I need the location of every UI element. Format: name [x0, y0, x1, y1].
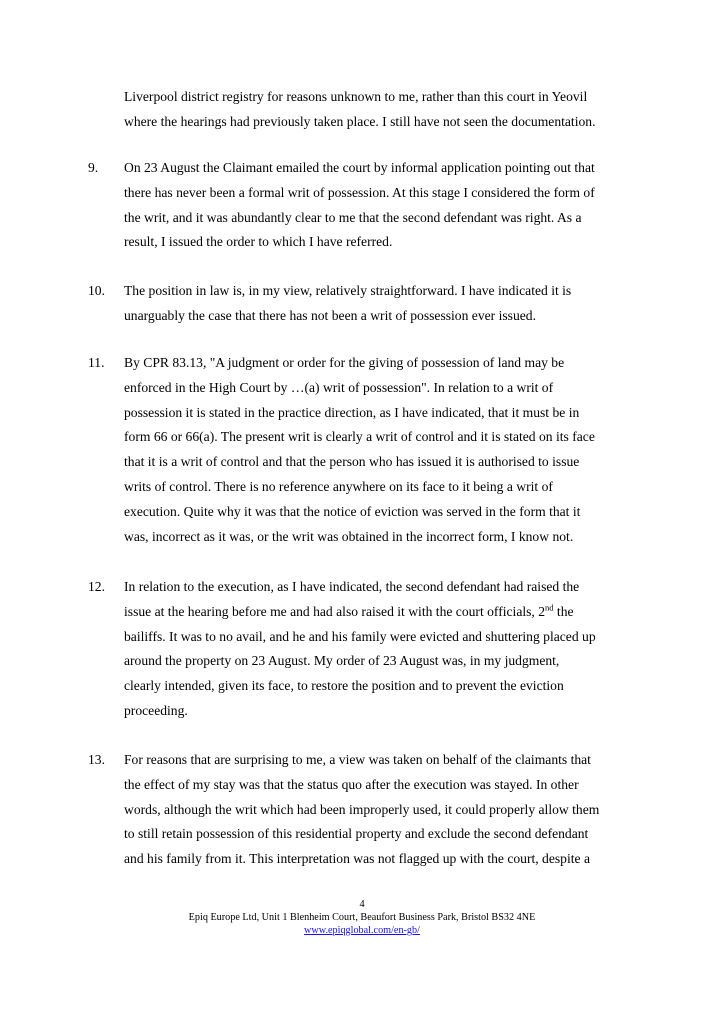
paragraph-number: 9. — [88, 160, 99, 175]
text-line: form 66 or 66(a). The present writ is clearly a writ of control and it is stated on its face — [124, 429, 595, 445]
superscript-ordinal: nd — [545, 602, 554, 613]
text-line: the effect of my stay was that the status quo after the execution was stayed. In other — [124, 776, 579, 792]
text-line: around the property on 23 August. My order of 23 August was, in my judgment, — [124, 653, 560, 669]
text-line: proceeding. — [124, 702, 188, 718]
text-line: bailiffs. It was to no avail, and he and his family were evicted and shuttering placed up — [124, 628, 596, 644]
text-line: the writ, and it was abundantly clear to me that the second defendant was right. As a — [124, 209, 582, 225]
paragraph-text — [124, 575, 644, 724]
paragraph-number: 11. — [88, 355, 105, 370]
text-line: where the hearings had previously taken place. I still have not seen the documentation. — [124, 113, 596, 129]
text-segment: the — [553, 603, 574, 619]
text-line: possession it is stated in the practice direction, as I have indicated, that it must be in — [124, 404, 580, 420]
paragraph-text — [124, 351, 644, 549]
text-line: execution. Quite why it was that the notice of eviction was served in the form that it — [124, 503, 581, 519]
text-line: to still retain possession of this residential property and exclude the second defendant — [124, 826, 589, 842]
footer-website-link[interactable]: www.epiqglobal.com/en-gb/ — [304, 925, 420, 936]
paragraph-text — [124, 279, 644, 329]
paragraph-number: 10. — [88, 283, 105, 298]
text-line: The position in law is, in my view, relatively straightforward. I have indicated it is — [124, 283, 572, 298]
paragraph-text — [124, 156, 644, 255]
text-line: and his family from it. This interpretation was not flagged up with the court, despite a — [124, 851, 590, 867]
text-line: result, I issued the order to which I have referred. — [124, 234, 393, 250]
paragraph-text — [124, 85, 644, 135]
text-segment: issue at the hearing before me and had also raised it with the court officials, 2 — [124, 603, 546, 619]
text-line: writs of control. There is no reference anywhere on its face to it being a writ of — [124, 478, 553, 494]
text-line: there has never been a formal writ of possession. At this stage I considered the form of — [124, 184, 595, 200]
text-line: unarguably the case that there has not been a writ of possession ever issued. — [124, 307, 536, 323]
page-number: 4 — [359, 899, 365, 910]
text-line: In relation to the execution, as I have indicated, the second defendant had raised the — [124, 579, 580, 594]
text-line: For reasons that are surprising to me, a view was taken on behalf of the claimants that — [124, 752, 591, 767]
text-line: By CPR 83.13, "A judgment or order for the giving of possession of land may be — [124, 355, 565, 370]
text-line-with-superscript — [124, 600, 644, 625]
text-line: Liverpool district registry for reasons unknown to me, rather than this court in Yeovil — [124, 89, 588, 104]
text-line: words, although the writ which had been improperly used, it could properly allow them — [124, 801, 600, 817]
text-line: enforced in the High Court by …(a) writ of possession". In relation to a writ of — [124, 379, 554, 395]
text-line: On 23 August the Claimant emailed the court by informal application pointing out that — [124, 160, 595, 175]
text-line: was, incorrect as it was, or the writ was obtained in the incorrect form, I know not. — [124, 528, 574, 544]
text-line: that it is a writ of control and that the person who has issued it is authorised to issue — [124, 454, 580, 470]
paragraph-text — [124, 748, 644, 872]
paragraph-number: 12. — [88, 579, 105, 594]
paragraph-number: 13. — [88, 752, 105, 767]
page-footer — [0, 898, 724, 937]
footer-company-address: Epiq Europe Ltd, Unit 1 Blenheim Court, Beaufort Business Park, Bristol BS32 4NE — [188, 912, 536, 923]
text-line: clearly intended, given its face, to restore the position and to prevent the eviction — [124, 678, 564, 694]
